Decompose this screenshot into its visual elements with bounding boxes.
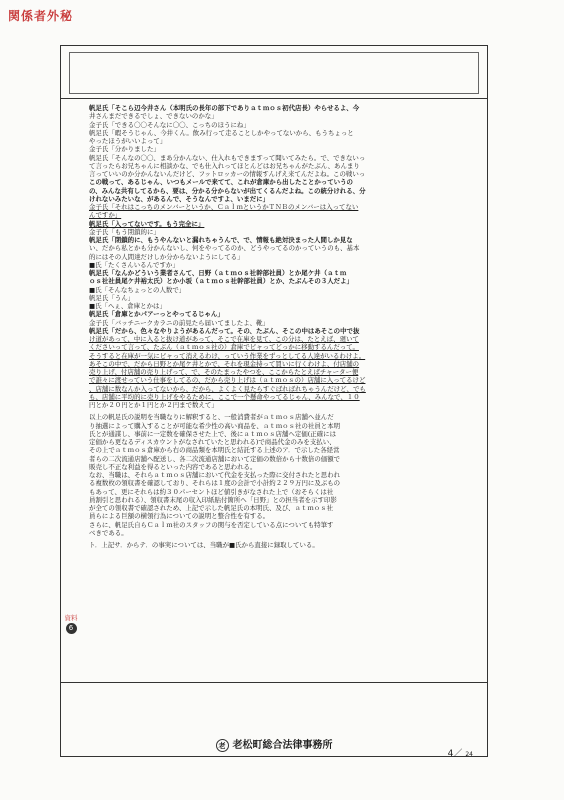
dialogue-line: くださいって言って、たぶん（ａｔｍｏｓ社の）倉庫でピャってどっかに移動するんだって。 xyxy=(89,343,359,352)
paragraph-line: り抽選によって購入することが可能な希少性の高い商品を、ａｔｍｏｓ社の社員と本明 xyxy=(89,421,341,430)
footer xyxy=(61,736,487,752)
dialogue-line: ■氏「へぇ、倉庫とかは」 xyxy=(89,302,166,310)
dialogue-line: 帆足氏「暇そうじゃん、今井くん。飲み行って走ることしかやってないから、もうちょっと xyxy=(89,128,354,137)
paragraph-line: もあって、更にそれらは約３０パーセントほど値引きがなされた上で（おそらくは社 xyxy=(89,487,334,496)
confidential-stamp: 関係者外秘 xyxy=(8,9,74,23)
paragraph-line: が全ての領収書で確認されため、上記で示した帆足氏の本明氏、及び、ａｔｍｏｓ社 xyxy=(89,504,334,512)
page-total: 24 xyxy=(465,751,473,758)
firm-logo-icon: 老 xyxy=(216,739,229,752)
dialogue-line: 帆足氏「なんかどういう業者さんて、日野（ａｔｍｏｓ社幹部社員）とか尾ケ井（ａｔｍ xyxy=(89,269,347,277)
dialogue-line: 帆足氏「入ってないです。もう完全に」 xyxy=(89,219,205,228)
dialogue-line: 井さんまだできるでしょ、できないのかな」 xyxy=(89,112,218,121)
document-body xyxy=(89,104,461,549)
dialogue-line: 金子氏「できる〇〇そんなに〇〇、こっちのほうにね」 xyxy=(89,120,250,129)
paragraph-line: 販売し不正な利益を得るといった内容であると思われる。 xyxy=(89,462,257,471)
dialogue-line: 金子氏「それはこっちのメンバーというか、ＣａｌｍというかＴＮＢのメンバーは入ってない xyxy=(89,203,359,211)
dialogue-line: ■氏「そんなちょっとの人数で」 xyxy=(89,285,186,294)
exhibit-number-badge: 6 xyxy=(66,623,77,634)
footer-divider xyxy=(61,682,487,683)
dialogue-line: の、みんな共有してるから、要は、分かる分からないが出てくるんだよね。この統分けれる、分 xyxy=(89,186,366,195)
page-number xyxy=(448,746,473,759)
dialogue-line: 帆足氏「閉鎖的に、もうやんないと漏れちゃうんで、で、情報も絶対決まった人間しか見な xyxy=(89,236,353,244)
paragraph-line: 定価から更なるディスカウントがなされていたと思われる)で商品代金のみを支払い、 xyxy=(89,438,336,446)
paragraph-line: る複数枚の領収書を確認しており、それらは１度の会計で小計約２２９万円に及ぶもの xyxy=(89,479,341,488)
dialogue-line: 金子氏「分かりました」 xyxy=(89,145,160,154)
paragraph-line: さらに、帆足氏自らＣａｌｍ社のスタッフの関与を否定している点についても特筆す xyxy=(89,520,334,529)
header-box xyxy=(69,52,479,94)
dialogue-line: んですか」 xyxy=(89,211,122,220)
document-frame xyxy=(60,45,488,757)
exhibit-label-text: 資料 xyxy=(64,614,78,622)
firm-name: 老松町総合法律事務所 xyxy=(232,740,333,751)
side-exhibit-label xyxy=(64,615,78,634)
dialogue-line: 売り上げ、付店舗の売り上げって、で、そのたまったやつを、ここからたとえばチャーター便 xyxy=(89,368,359,376)
paragraph-line: なお、当職は、それらａｔｍｏｓ店舗において代金を支払った際に交付されたと思われ xyxy=(89,471,341,479)
dialogue-line: 帆足氏「だから、色々なやりようがあるんだって。その、たぶん、そこの中はあそこの中で抜 xyxy=(89,326,360,335)
dialogue-line: 、店舗に数なんか入ってないから、だから、よくよく見たらすぐばればれちゃうんだけど、でも xyxy=(89,384,366,393)
dialogue-line: 帆足氏「うん」 xyxy=(89,293,135,302)
dialogue-line: 帆足氏「倉庫とかパアーっとやってるじゃん」 xyxy=(89,310,224,319)
paragraph-line: 員割引と思われる）、領収書末尾の収入印紙貼付箇所へ「日野」との担当者を示す印影 xyxy=(89,495,337,504)
paragraph-line: 員らによる巨額の横領行為についての説明と整合性を有する。 xyxy=(89,512,270,521)
dialogue-line: も、店舗に平均的に売り上げをやるために、ここで一个懸命やってるじゃん、みんなで、１０ xyxy=(89,392,360,401)
dialogue-line: 帆足氏「そこら辺今井さん（本明氏の長年の部下でありａｔｍｏｓ初代店長）やらせるよ、今 xyxy=(89,104,360,112)
paragraph-line: 以上の帆足氏の説明を当職なりに解釈すると、一般消費者がａｔｍｏｓ店舗へ並んだ xyxy=(89,413,334,422)
dialogue-line: い、だから私とかも分かんないし、何をやってるのか、どうやってるのかっていうのも、基本 xyxy=(89,244,360,253)
dialogue-transcript xyxy=(89,104,461,409)
dialogue-line: やったほうがいいよって」 xyxy=(89,137,167,145)
explanation-paragraph-2 xyxy=(89,471,461,521)
dialogue-line: この戦って、あるじゃん、いつもメールで来てて、これが倉庫から出したことかっていうの xyxy=(89,178,353,187)
dialogue-line: 的にはその人間達だけしか分からないようにしてる」 xyxy=(89,252,244,261)
dialogue-line: 帆足氏「そんなの〇〇、まあ分かんない、仕入れもできますって聞いてみたら。で、できないっ xyxy=(89,153,366,162)
page-current: 4／ xyxy=(447,749,463,759)
paragraph-line: 氏とが通謀し、事前に一定数を確保させた上で、後にａｔｍｏｓ店舗へ定価(正確には xyxy=(89,429,337,438)
closing-note: ト．上記サ．からテ．の事実については、当職が■氏から直接に録取している。 xyxy=(89,541,319,549)
dialogue-line: 金子氏「もう閉鎖的に」 xyxy=(89,227,160,236)
paragraph-line: 者らの二次流通店舗へ配送し、各二次流通店舗において定価の数倍から十数倍の価額で xyxy=(89,454,341,463)
dialogue-line: て言ったらお兄ちゃんに相談かな、でも仕入れってほとんどはお兄ちゃんがたぶん、あんまり xyxy=(89,161,360,170)
explanation-paragraph-1 xyxy=(89,413,461,471)
dialogue-line: 円とか２０円とか１円とか２円まで数えて」 xyxy=(89,401,218,409)
dialogue-line: ■氏「たくさんいるんですか」 xyxy=(89,260,179,269)
dialogue-line: 金子氏「バッチニークカラニの前見たら届いてましたよ、靴」 xyxy=(89,318,269,327)
dialogue-line: で誰々に渡せっていう仕事をしてるの、だから売り上げは（ａｔｍｏｓの）店舗に入ってるけど xyxy=(89,376,366,385)
header-band xyxy=(61,46,487,99)
dialogue-line: あそこの中で、だから日野とか尾ケ井とかで、それを現金持って買いに行くわけよ、付店舗の xyxy=(89,359,360,368)
explanation-paragraph-3 xyxy=(89,521,461,538)
dialogue-line: そうすると在庫が一気にピャって消えるわけ、っていう作業をずっとしてる人達がいるわけよ。 xyxy=(89,351,366,360)
dialogue-line: 言っていいのか分かんないんだけど、フットロッカーの情報すんげえ来てんだよね。この戦いっ xyxy=(89,170,366,178)
dialogue-line: ｏｓ社社員尾ケ井裕太氏）とか小坂（ａｔｍｏｓ社幹部社員）とか、たぶんその３人だよ」 xyxy=(89,277,353,286)
paragraph-line: べきである。 xyxy=(89,528,128,537)
paragraph-line: その上でａｔｍｏｓ倉庫から右の商品類を本明氏と結託する上述のア．で示した各経営 xyxy=(89,446,340,455)
dialogue-line: けれないみたいな、があるんで、そうなんですよ、いまだに」 xyxy=(89,194,270,203)
dialogue-line: け道があって、中に入ると抜け道があって、そこで在庫を見て、この分は、たとえば、廻いて xyxy=(89,335,359,343)
